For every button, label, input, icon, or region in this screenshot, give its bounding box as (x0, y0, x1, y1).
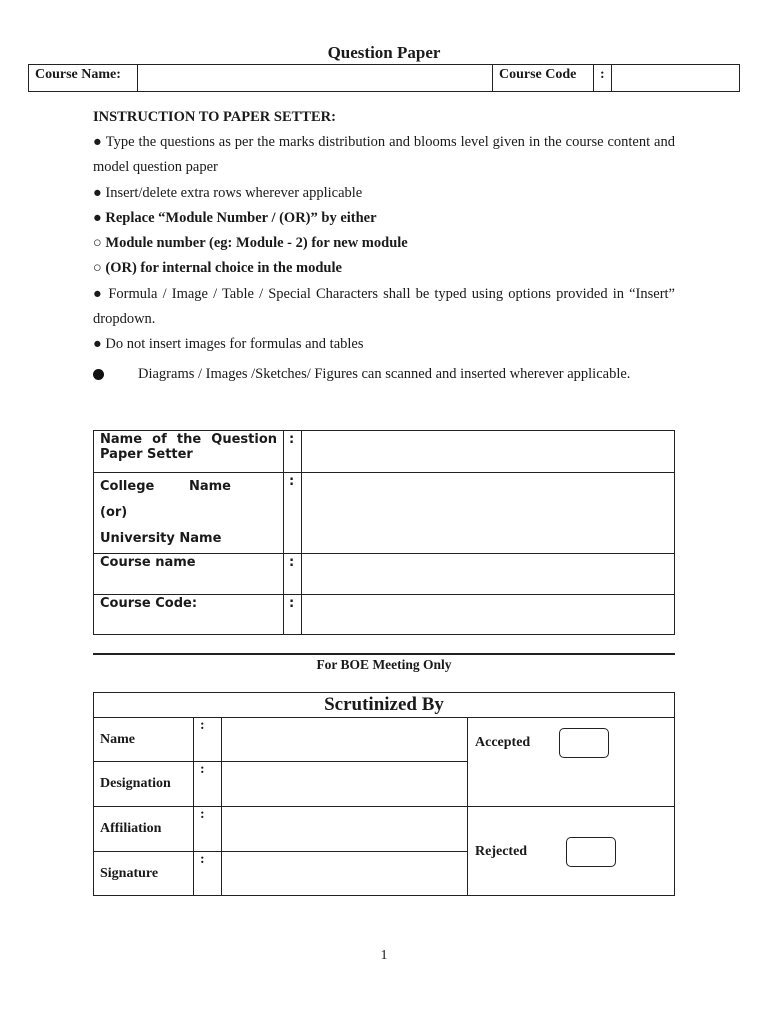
scrutiny-name-label: Name (94, 718, 194, 762)
course-code-colon: : (594, 65, 612, 92)
instruction-item: ○ (OR) for internal choice in the module (93, 260, 342, 277)
course-header-table (28, 64, 740, 92)
university-name-label: University Name (100, 531, 222, 546)
instruction-item: ● Replace “Module Number / (OR)” by either (93, 209, 377, 226)
page-number: 1 (380, 948, 388, 963)
course-code-row-field[interactable] (302, 595, 675, 635)
colon: : (194, 762, 222, 807)
course-name-row-field[interactable] (302, 554, 675, 595)
instructions (93, 104, 675, 358)
college-name-field[interactable] (302, 473, 675, 554)
course-code-row-label: Course Code: (94, 595, 284, 635)
instruction-item: ● Type the questions as per the marks distribution and blooms level given in the course content and model question paper (93, 134, 675, 176)
course-code-label: Course Code (493, 65, 594, 92)
rejected-cell (468, 807, 675, 896)
boe-label: For BOE Meeting Only (316, 657, 452, 672)
page-title: Question Paper (327, 43, 441, 62)
scrutiny-table (93, 692, 675, 896)
setter-name-word: of (152, 432, 167, 447)
scrutiny-designation-label: Designation (94, 762, 194, 807)
college-word: Name (188, 479, 231, 494)
setter-name-field[interactable] (302, 431, 675, 473)
setter-name-line2: Paper Setter (100, 447, 193, 462)
college-name-label (94, 473, 284, 554)
course-name-field[interactable] (138, 65, 493, 92)
instruction-item-diagrams (93, 366, 693, 383)
colon: : (284, 431, 302, 473)
scrutiny-affiliation-label: Affiliation (94, 807, 194, 852)
scrutiny-name-field[interactable] (222, 718, 468, 762)
scrutiny-signature-field[interactable] (222, 852, 468, 896)
instruction-item: ● Insert/delete extra rows wherever applicable (93, 184, 363, 201)
scrutiny-designation-field[interactable] (222, 762, 468, 807)
course-name-label: Course Name: (29, 65, 138, 92)
bullet-icon (93, 369, 104, 380)
instructions-heading: INSTRUCTION TO PAPER SETTER: (93, 109, 336, 125)
colon: : (284, 473, 302, 554)
instruction-item: ● Do not insert images for formulas and tables (93, 336, 364, 353)
scrutiny-affiliation-field[interactable] (222, 807, 468, 852)
scrutiny-heading: Scrutinized By (94, 693, 675, 718)
setter-name-word: the (176, 432, 202, 447)
instruction-item: ○ Module number (eg: Module - 2) for new module (93, 235, 408, 252)
college-or: (or) (100, 505, 128, 520)
colon: : (194, 852, 222, 896)
setter-name-label (94, 431, 284, 473)
colon: : (194, 807, 222, 852)
setter-name-word: Question (211, 432, 277, 447)
colon: : (284, 595, 302, 635)
accepted-cell (468, 718, 675, 807)
instruction-item: ● Formula / Image / Table / Special Characters shall be typed using options provided in “Insert” dropdown. (93, 285, 675, 328)
scrutiny-signature-label: Signature (94, 852, 194, 896)
colon: : (284, 554, 302, 595)
accepted-checkbox[interactable] (559, 728, 609, 758)
college-word: College (100, 479, 155, 494)
paper-setter-table (93, 430, 675, 635)
colon: : (194, 718, 222, 762)
instruction-item-text: Diagrams / Images /Sketches/ Figures can scanned and inserted wherever applicable. (138, 366, 631, 382)
rejected-label: Rejected (475, 844, 528, 859)
accepted-label: Accepted (475, 735, 531, 750)
course-name-row-label: Course name (94, 554, 284, 595)
rejected-checkbox[interactable] (566, 837, 616, 867)
divider (93, 653, 675, 655)
setter-name-word: Name (100, 432, 143, 447)
course-code-field[interactable] (612, 65, 740, 92)
